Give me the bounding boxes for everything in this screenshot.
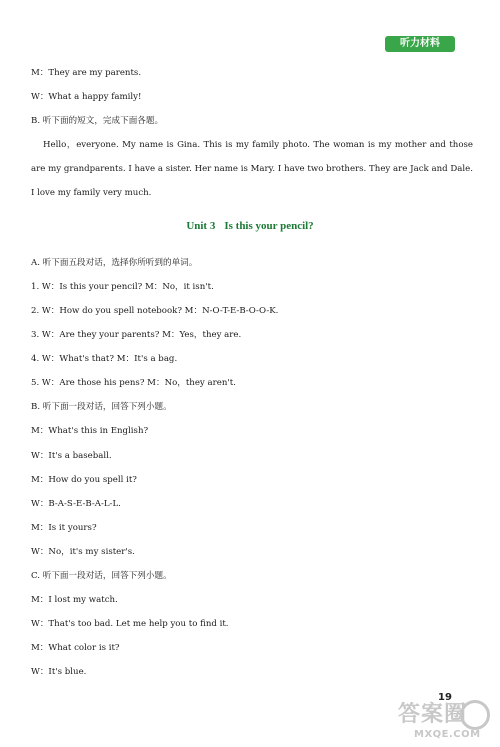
dialogue-line: M：What color is it? (31, 643, 120, 653)
unit-name: Is this your pencil? (224, 220, 314, 232)
dialogue-line: M：They are my parents. (31, 68, 142, 78)
section-heading: B. 听下面一段对话，回答下列小题。 (31, 402, 172, 412)
unit-number: Unit 3 (186, 220, 216, 232)
dialogue-line: 5. W：Are those his pens? M：No，they aren't. (31, 378, 236, 388)
dialogue-line: 1. W：Is this your pencil? M：No，it isn't. (31, 282, 214, 292)
dialogue-line: M：How do you spell it? (31, 475, 137, 485)
dialogue-line: W：That's too bad. Let me help you to find it. (31, 619, 229, 629)
unit-title (0, 220, 500, 232)
dialogue-line: M：What's this in English? (31, 426, 149, 436)
section-heading: A. 听下面五段对话，选择你所听到的单词。 (31, 258, 198, 268)
watermark-site-text: MXQE.COM (414, 729, 481, 740)
dialogue-line: W：No，it's my sister's. (31, 547, 135, 557)
passage-paragraph: Hello，everyone. My name is Gina. This is my family photo. The woman is my mother and those are my grandparents. I have a sister. Her name is Mary. I have two brothers. They are Jack and Dale. I love my family very much. (31, 140, 473, 198)
page-number: 19 (438, 692, 452, 703)
dialogue-line: W：It's a baseball. (31, 451, 112, 461)
dialogue-line: 2. W：How do you spell notebook? M：N-O-T-E-B-O-O-K. (31, 306, 279, 316)
dialogue-line: W：What a happy family! (31, 92, 142, 102)
watermark-circle-icon (460, 700, 490, 730)
dialogue-line: M：I lost my watch. (31, 595, 118, 605)
dialogue-line: 3. W：Are they your parents? M：Yes，they are. (31, 330, 242, 340)
dialogue-line: W：B-A-S-E-B-A-L-L. (31, 499, 121, 509)
dialogue-line: 4. W：What's that? M：It's a bag. (31, 354, 178, 364)
section-tag: 听力材料 (385, 36, 455, 52)
section-heading: B. 听下面的短文，完成下面各题。 (31, 116, 164, 126)
dialogue-line: M：Is it yours? (31, 523, 97, 533)
watermark-logo-text: 答案圈 (398, 702, 468, 727)
section-heading: C. 听下面一段对话，回答下列小题。 (31, 571, 172, 581)
watermark-logo (392, 697, 492, 743)
dialogue-line: W：It's blue. (31, 667, 87, 677)
